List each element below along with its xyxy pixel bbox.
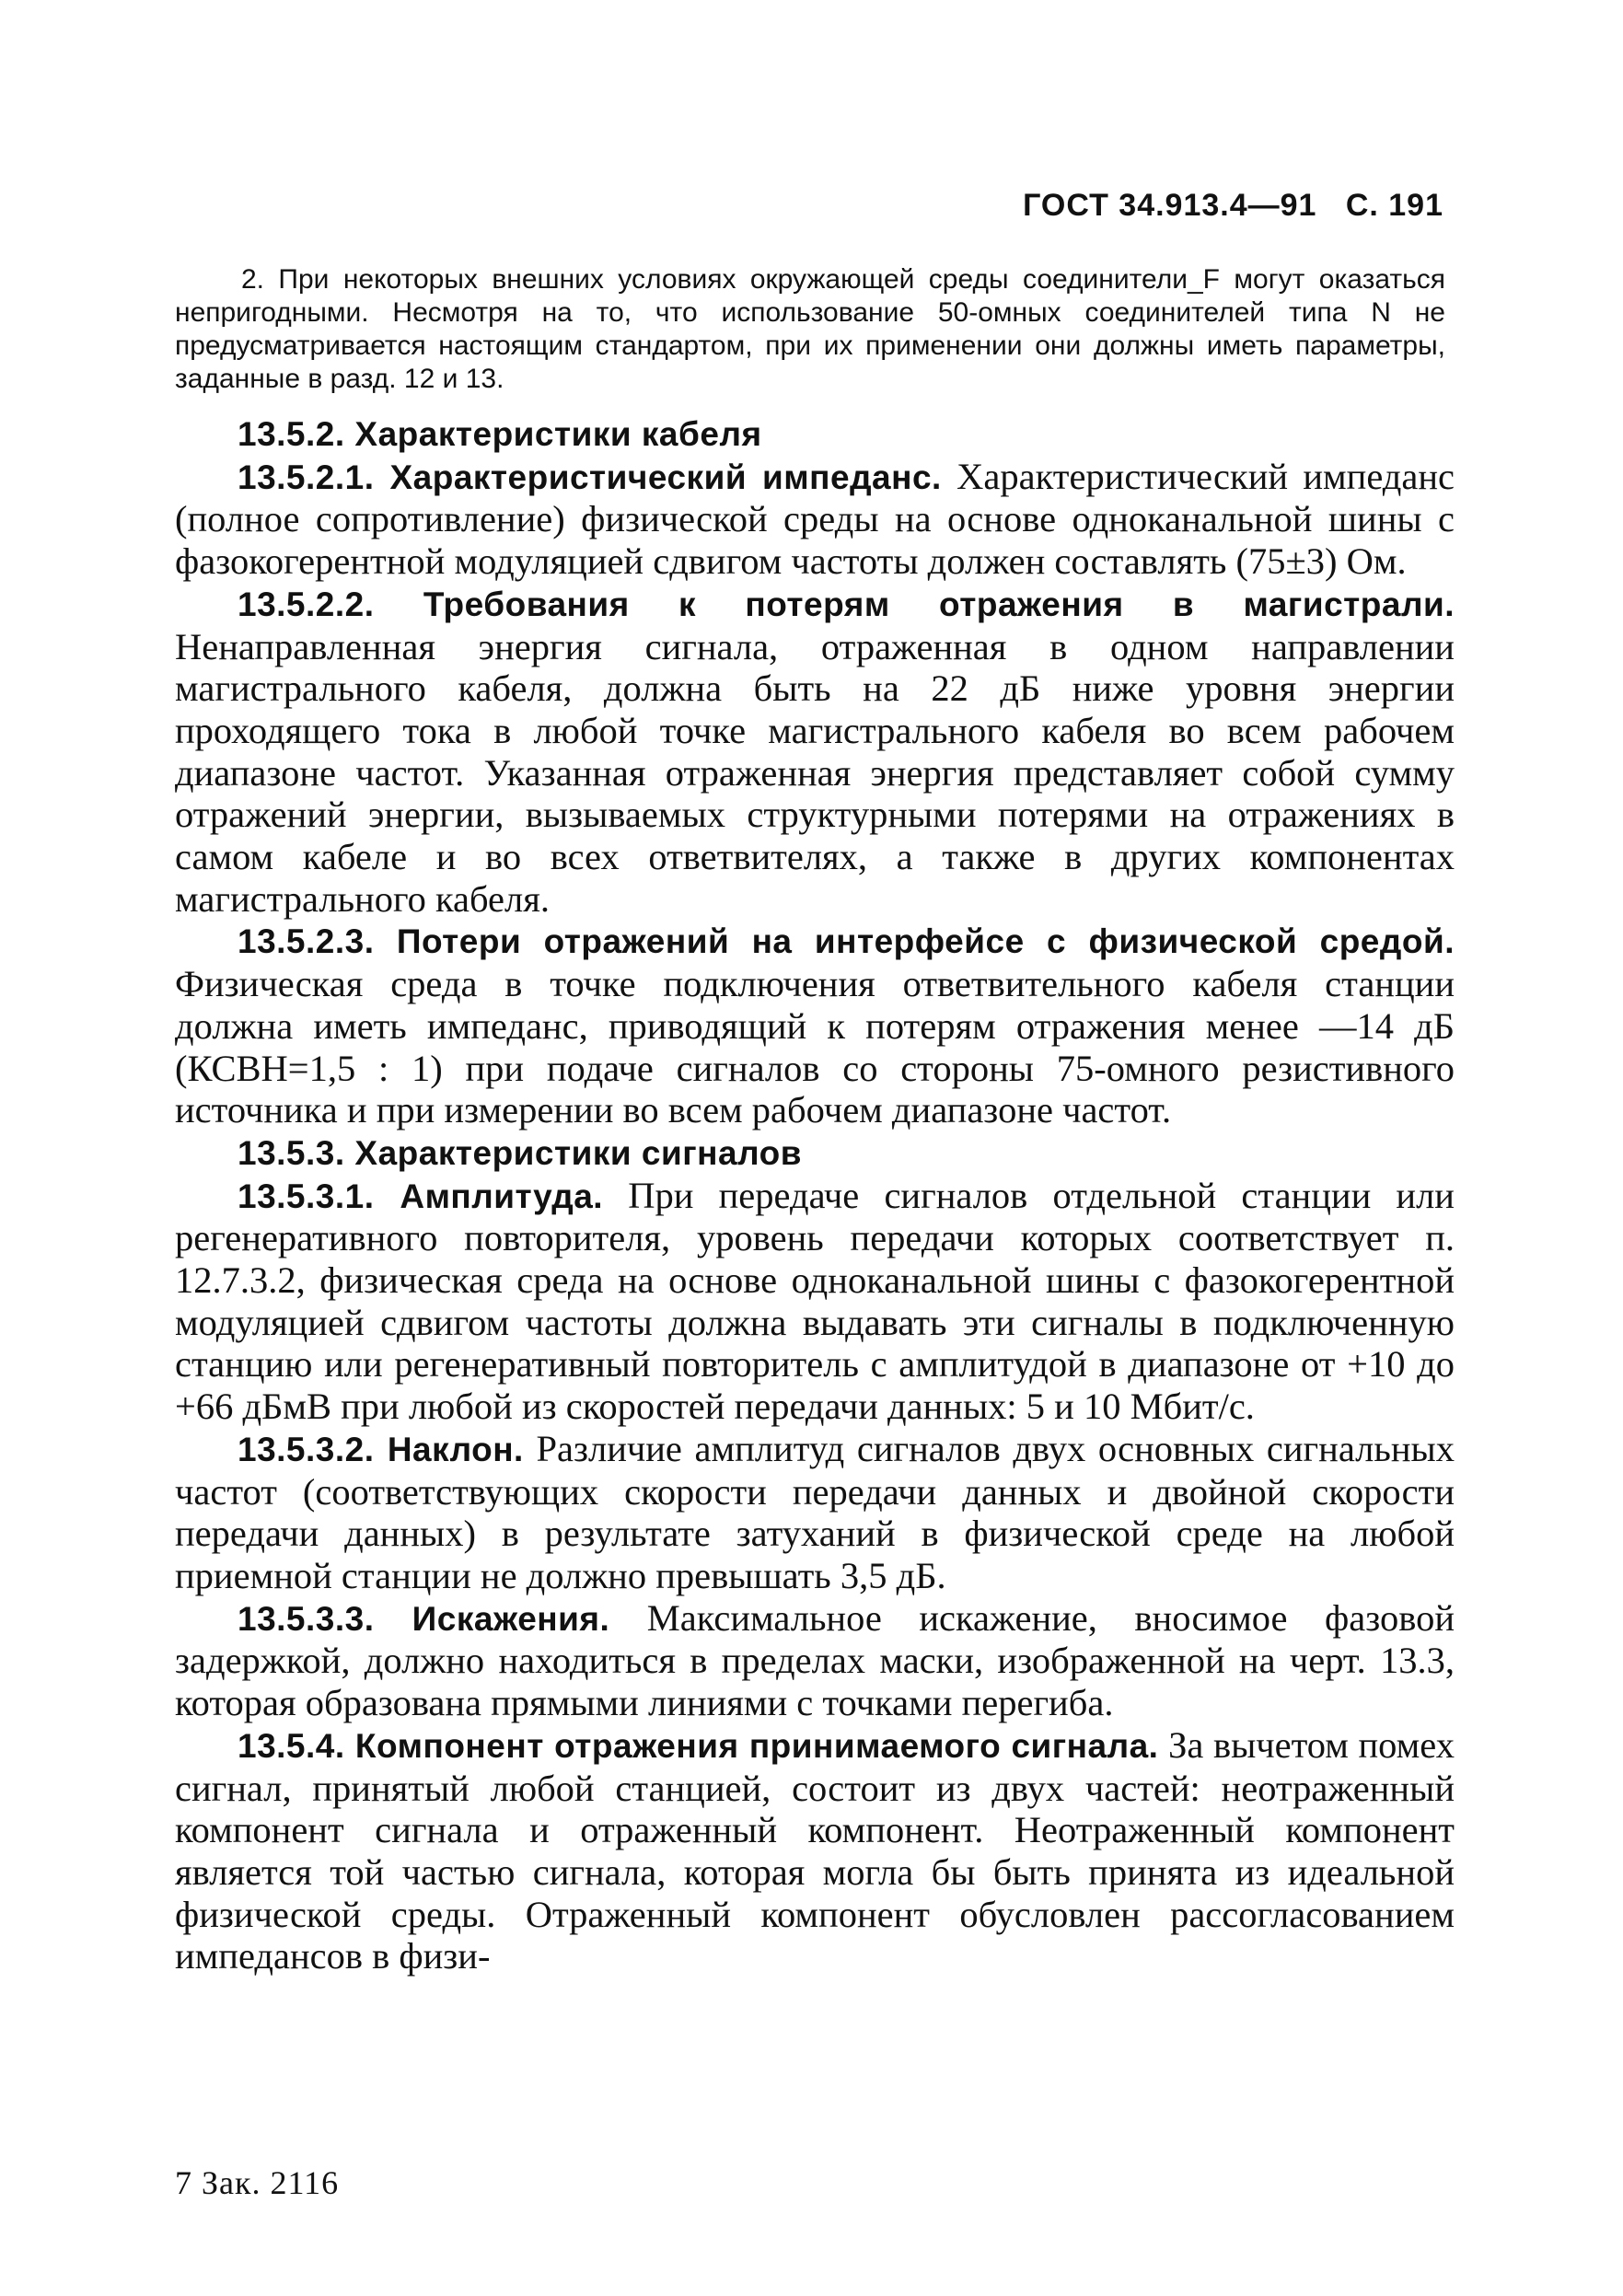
section-heading: 13.5.4. Компонент отражения принимаемого сигнала. <box>238 1726 1159 1765</box>
section-text: Различие амплитуд сигналов двух основных сигнальных частот (соответствующих скорости передачи данных и двойной скорости передачи данных) в результате затуханий в физической среде на любой приемной станции не должно превышать 3,5 дБ. <box>175 1427 1455 1596</box>
section-13-5-4 <box>175 1724 1455 1977</box>
section-heading: 13.5.2.1. Характеристический импеданс. <box>238 458 942 496</box>
section-text: Ненаправленная энергия сигнала, отраженная в одном направлении магистрального кабеля, должна быть на 22 дБ ниже уровня энергии проходящего тока в любой точке магистрального кабеля во всем рабочем диапазоне частот. Указанная отраженная энергия представляет собой сумму отражений энергии, вызываемых структурными потерями на отражениях в самом кабеле и во всех ответвителях, а также в других компонентах магистрального кабеля. <box>175 625 1455 920</box>
section-text: За вычетом помех сигнал, принятый любой станцией, состоит из двух частей: неотраженный компонент сигнала и отраженный компонент. Неотраженный компонент является той частью сигнала, которая могла бы быть принята из идеальной физической среды. Отраженный компонент обусловлен рассогласованием импедансов в физи- <box>175 1723 1455 1977</box>
section-heading: 13.5.3.3. Искажения. <box>238 1599 610 1638</box>
section-text: Максимальное искажение, вносимое фазовой задержкой, должно находиться в пределах маски, изображенной на черт. 13.3, которая образована прямыми линиями с точками перегиба. <box>175 1596 1455 1724</box>
section-text: Физическая среда в точке подключения ответвительного кабеля станции должна иметь импеданс, приводящий к потерям отражения менее —14 дБ (КСВН=1,5 : 1) при подаче сигналов со стороны 75-омного резистивного источника и при измерении во всем рабочем диапазоне частот. <box>175 963 1455 1131</box>
section-heading: 13.5.3.2. Наклон. <box>238 1430 524 1468</box>
section-13-5-2-2 <box>175 583 1455 921</box>
section-heading: 13.5.2.3. Потери отражений на интерфейсе с физической средой. <box>238 922 1455 961</box>
standard-number: ГОСТ 34.913.4—91 <box>1023 188 1317 223</box>
section-heading: 13.5.2. Характеристики кабеля <box>238 415 762 453</box>
section-13-5-3-3 <box>175 1597 1455 1724</box>
note-paragraph: 2. При некоторых внешних условиях окружающей среды соединители_F могут оказаться непригодными. Несмотря на то, что использование 50-омных соединителей типа N не предусматривается настоящим стандартом, при их применении они должны иметь параметры, заданные в разд. 12 и 13. <box>175 264 1445 394</box>
section-text: При передаче сигналов отдельной станции или регенеративного повторителя, уровень передачи которых соответствует п. 12.7.3.2, физическая среда на основе одноканальной шины с фазокогерентной модуляцией сдвигом частоты должна выдавать эти сигналы в подключенную станцию или регенеративный повторитель с амплитудой в диапазоне от +10 до +66 дБмВ при любой из скоростей передачи данных: 5 и 10 Мбит/с. <box>175 1174 1455 1428</box>
section-13-5-3-1 <box>175 1175 1455 1428</box>
page-number: С. 191 <box>1345 188 1443 223</box>
main-text <box>175 412 1455 1977</box>
print-order-footer: 7 Зак. 2116 <box>175 2164 340 2201</box>
section-13-5-2-1 <box>175 456 1455 583</box>
section-heading: 13.5.2.2. Требования к потерям отражения в магистрали. <box>238 585 1455 623</box>
section-13-5-2 <box>175 412 1455 456</box>
section-13-5-2-3 <box>175 920 1455 1131</box>
section-13-5-3-2 <box>175 1428 1455 1597</box>
page-header <box>1023 188 1443 224</box>
section-heading: 13.5.3. Характеристики сигналов <box>238 1133 802 1172</box>
section-13-5-3 <box>175 1131 1455 1175</box>
section-text: Характеристический импеданс (полное сопротивление) физической среды на основе одноканальной шины с фазокогерентной модуляцией сдвигом частоты должен составлять (75±3) Ом. <box>175 455 1455 583</box>
section-heading: 13.5.3.1. Амплитуда. <box>238 1177 604 1215</box>
